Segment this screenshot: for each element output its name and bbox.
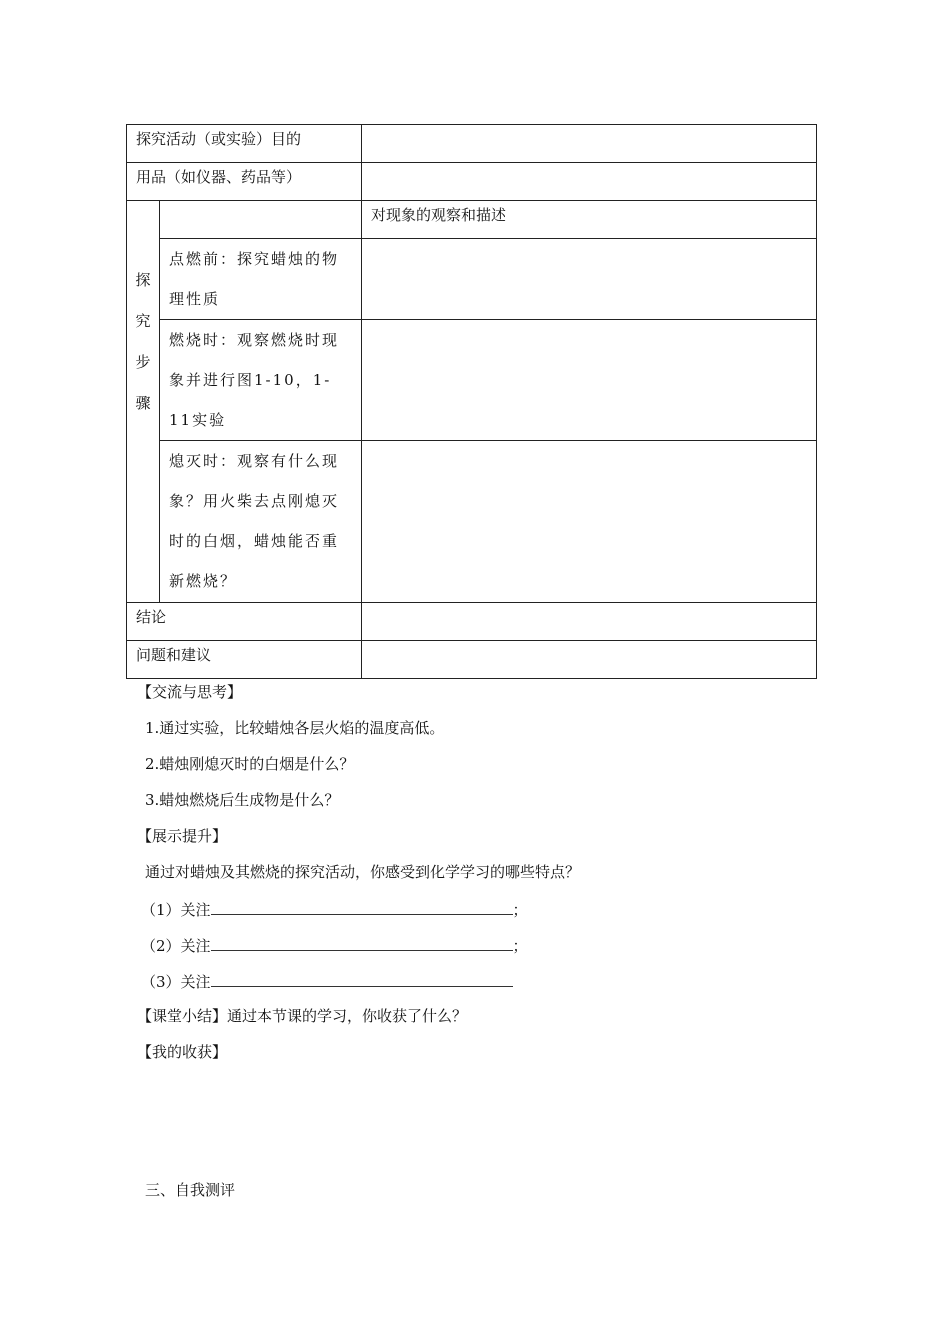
observation-header: 对现象的观察和描述 bbox=[371, 206, 507, 224]
purpose-label-cell bbox=[127, 125, 362, 163]
showcase-item-3-blank[interactable] bbox=[211, 970, 513, 987]
questions-answer-cell[interactable] bbox=[362, 641, 817, 679]
observation-header-cell bbox=[362, 201, 817, 239]
summary-heading: 【课堂小结】 bbox=[137, 1007, 228, 1025]
questions-label: 问题和建议 bbox=[136, 646, 212, 664]
step3-cell bbox=[160, 441, 362, 603]
supplies-label: 用品（如仪器、药品等） bbox=[136, 168, 302, 186]
harvest-heading: 【我的收获】 bbox=[137, 1043, 228, 1061]
step1-text: 点燃前：探究蜡烛的物理性质 bbox=[169, 250, 340, 308]
steps-header-empty-cell bbox=[160, 201, 362, 239]
steps-char: 究 bbox=[135, 312, 151, 330]
steps-label bbox=[127, 201, 159, 424]
showcase-item-2 bbox=[141, 934, 528, 956]
showcase-item-1-prefix: （1）关注 bbox=[141, 901, 211, 919]
discussion-question-1: 1.通过实验，比较蜡烛各层火焰的温度高低。 bbox=[145, 719, 445, 737]
step2-cell bbox=[160, 320, 362, 441]
step2-answer-cell[interactable] bbox=[362, 320, 817, 441]
steps-label-cell bbox=[127, 201, 160, 603]
conclusion-answer-cell[interactable] bbox=[362, 603, 817, 641]
showcase-heading: 【展示提升】 bbox=[137, 827, 228, 845]
step1-answer-cell[interactable] bbox=[362, 239, 817, 320]
questions-label-cell bbox=[127, 641, 362, 679]
discussion-question-3: 3.蜡烛燃烧后生成物是什么？ bbox=[145, 791, 340, 809]
conclusion-label-cell bbox=[127, 603, 362, 641]
showcase-item-3-prefix: （3）关注 bbox=[141, 973, 211, 991]
step1-cell bbox=[160, 239, 362, 320]
step3-answer-cell[interactable] bbox=[362, 441, 817, 603]
supplies-answer-cell[interactable] bbox=[362, 163, 817, 201]
purpose-label: 探究活动（或实验）目的 bbox=[136, 130, 302, 148]
steps-char: 步 bbox=[135, 353, 151, 371]
summary-text: 通过本节课的学习，你收获了什么？ bbox=[227, 1007, 468, 1025]
showcase-prompt: 通过对蜡烛及其燃烧的探究活动，你感受到化学学习的哪些特点？ bbox=[145, 863, 581, 881]
steps-char: 探 bbox=[135, 271, 151, 289]
purpose-answer-cell[interactable] bbox=[362, 125, 817, 163]
showcase-item-2-prefix: （2）关注 bbox=[141, 937, 211, 955]
supplies-label-cell bbox=[127, 163, 362, 201]
step2-text: 燃烧时：观察燃烧时现象并进行图1-10，1-11实验 bbox=[169, 331, 340, 429]
section-3-title: 三、自我测评 bbox=[145, 1181, 236, 1199]
showcase-item-3 bbox=[141, 970, 513, 992]
showcase-item-1 bbox=[141, 898, 528, 920]
conclusion-label: 结论 bbox=[136, 608, 167, 626]
showcase-item-2-suffix: ； bbox=[512, 937, 528, 955]
steps-char: 骤 bbox=[135, 394, 151, 412]
showcase-item-1-suffix: ； bbox=[512, 901, 528, 919]
step3-text: 熄灭时：观察有什么现象？用火柴去点刚熄灭时的白烟，蜡烛能否重新燃烧？ bbox=[169, 452, 340, 590]
discussion-question-2: 2.蜡烛刚熄灭时的白烟是什么？ bbox=[145, 755, 355, 773]
discussion-heading: 【交流与思考】 bbox=[137, 683, 243, 701]
experiment-table bbox=[126, 124, 817, 679]
showcase-item-1-blank[interactable] bbox=[211, 898, 513, 915]
showcase-item-2-blank[interactable] bbox=[211, 934, 513, 951]
summary-line bbox=[137, 1006, 467, 1026]
